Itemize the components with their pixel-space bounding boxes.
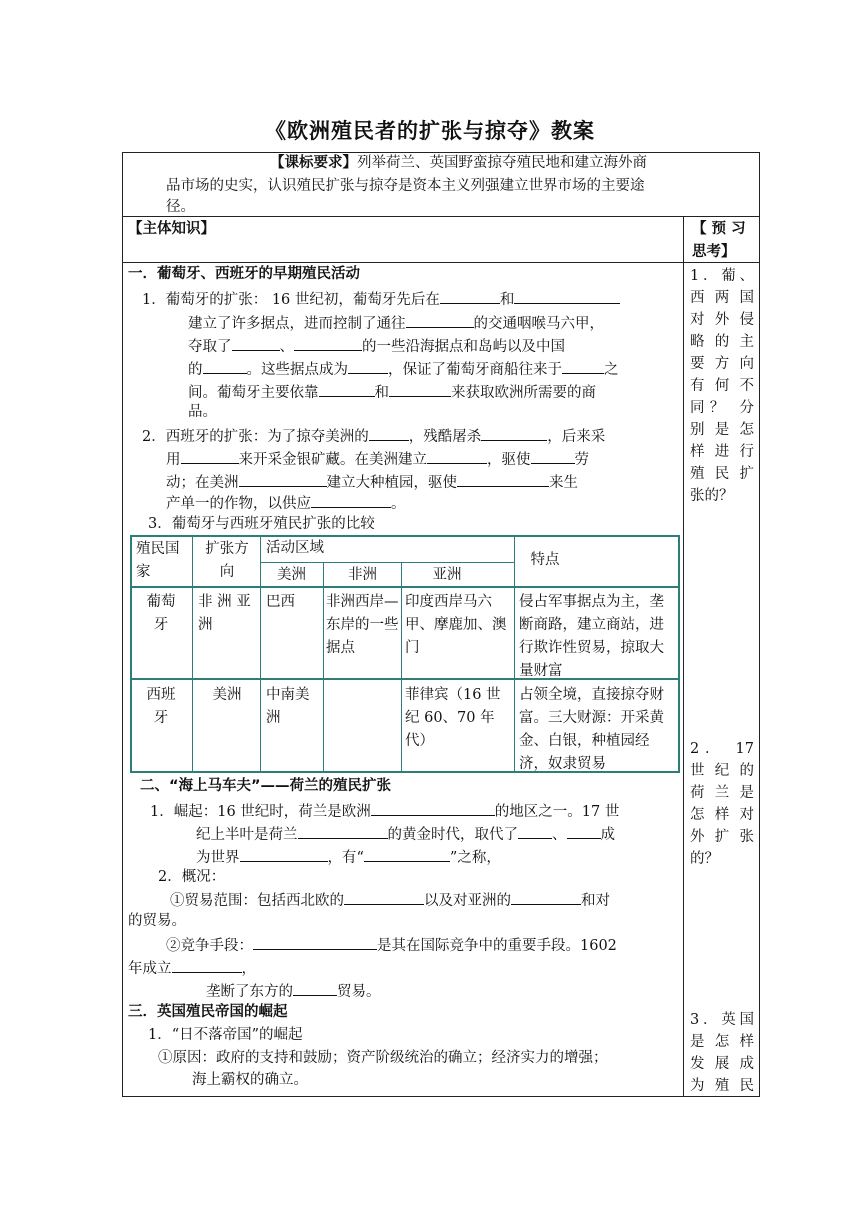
fill-blank[interactable] — [457, 470, 549, 487]
fill-blank[interactable] — [371, 799, 495, 816]
fill-blank[interactable] — [319, 380, 375, 397]
section2-p4-line1: ②竞争手段： 是其在国际竞争中的重要手段。1602 — [166, 933, 617, 958]
section3-p1: 1．“日不落帝国”的崛起 — [148, 1027, 303, 1043]
row1-africa: 非洲西岸—东岸的一些据点 — [326, 594, 399, 656]
side-question-1: 1．葡、 西 两 国 对 外 侵 略 的 主 要 方 向 有 何 不 同？ 分 别 是 怎 样 进 行 殖 民 扩 张的？ — [690, 268, 754, 504]
fill-blank[interactable] — [364, 845, 450, 862]
section3-p2-line2: 海上霸权的确立。 — [192, 1072, 308, 1088]
section2-p3-line2: 的贸易。 — [128, 913, 186, 929]
row1-country: 葡萄牙 — [146, 594, 176, 633]
preview-header-line-2: 思考】 — [692, 244, 736, 260]
fill-blank[interactable] — [518, 822, 552, 839]
section1-p3: 3．葡萄牙与西班牙殖民扩张的比较 — [148, 516, 375, 532]
section2-p3-line1: ①贸易范围：包括西北欧的 以及对亚洲的 和对 — [170, 888, 610, 913]
fill-blank[interactable] — [232, 334, 280, 351]
row1-feature: 侵占军事据点为主，垄断商路，建立商站，进行欺诈性贸易，掠取大量财富 — [519, 594, 664, 679]
row2-direction: 美洲 — [212, 687, 242, 703]
page-title: 《欧洲殖民者的扩张与掠夺》教案 — [265, 119, 595, 143]
fill-blank[interactable] — [406, 311, 474, 328]
fill-blank[interactable] — [567, 822, 601, 839]
side-question-3: 3．英国 是 怎 样 发 展 成 为 殖 民 — [690, 1012, 754, 1094]
table-border — [678, 535, 680, 773]
requirement-line-2: 品市场的史实，认识殖民扩张与掠夺是资本主义列强建立世界市场的主要途 — [166, 178, 645, 194]
section1-p1-line1: 1．葡萄牙的扩张： 16 世纪初，葡萄牙先后在 和 — [142, 287, 620, 312]
section2-p5: 垄断了东方的 贸易。 — [206, 979, 381, 1004]
comparison-table — [130, 535, 680, 773]
fill-blank[interactable] — [511, 888, 581, 905]
fill-blank[interactable] — [481, 424, 547, 441]
section1-p1-line2: 建立了许多据点，进而控制了通往 的交通咽喉马六甲， — [188, 311, 604, 336]
fill-blank[interactable] — [311, 491, 391, 508]
section1-p2-line1: 2．西班牙的扩张：为了掠夺美洲的 ，残酷屠杀 ，后来采 — [142, 424, 605, 449]
fill-blank[interactable] — [344, 888, 424, 905]
fill-blank[interactable] — [440, 287, 500, 304]
table-border — [192, 535, 193, 773]
fill-blank[interactable] — [369, 424, 409, 441]
main-knowledge-header: 【主体知识】 — [128, 221, 215, 237]
row1-america: 巴西 — [266, 594, 295, 610]
section3-p2-line1: ①原因：政府的支持和鼓励；资产阶级统治的确立；经济实力的增强； — [158, 1050, 608, 1066]
section2-heading: 二、“海上马车夫”——荷兰的殖民扩张 — [140, 778, 392, 794]
fill-blank[interactable] — [253, 933, 377, 950]
requirement-line-3: 径。 — [166, 199, 195, 215]
fill-blank[interactable] — [203, 357, 247, 374]
fill-blank[interactable] — [298, 822, 388, 839]
row1-asia: 印度西岸马六甲、摩鹿加、澳门 — [405, 594, 507, 656]
row2-country: 西班牙 — [146, 687, 176, 726]
table-border — [130, 535, 132, 773]
fill-blank[interactable] — [294, 334, 362, 351]
section1-heading: 一．葡萄牙、西班牙的早期殖民活动 — [128, 266, 360, 282]
section1-p2-line2: 用 来开采金银矿藏。在美洲建立 ，驱使 劳 — [166, 447, 589, 472]
header-country: 殖民国家 — [136, 541, 180, 580]
section1-p1-line5: 间。葡萄牙主要依靠 和 来获取欧洲所需要的商 — [188, 380, 596, 405]
section1-p2-line4: 产单一的作物，以供应 。 — [166, 491, 406, 516]
fill-blank[interactable] — [293, 979, 337, 996]
column-divider — [683, 216, 684, 1097]
row2-america: 中南美洲 — [266, 687, 310, 726]
fill-blank[interactable] — [389, 380, 451, 397]
preview-header-line-1: 【 预 习 — [692, 221, 746, 237]
row2-asia: 菲律宾（16 世纪 60、70 年代） — [405, 687, 501, 749]
section1-p2-line3: 动；在美洲 建立大种植园，驱使 来生 — [166, 470, 578, 495]
side-question-2: 2． 17 世 纪 的 荷 兰 是 怎 样 对 外 扩 张 的？ — [690, 741, 754, 867]
header-asia: 亚洲 — [432, 567, 462, 583]
section3-heading: 三．英国殖民帝国的崛起 — [128, 1004, 288, 1020]
section1-p1-line4: 的 。这些据点成为 ，保证了葡萄牙商船往来于 之 — [188, 357, 619, 382]
section2-p1-line2: 纪上半叶是荷兰 的黄金时代，取代了 、 成 — [196, 822, 615, 847]
preview-think-header — [692, 218, 746, 264]
requirement-line-1: 【课标要求】列举荷兰、英国野蛮掠夺殖民地和建立海外商 — [270, 155, 647, 171]
header-region: 活动区域 — [266, 540, 324, 556]
header-direction: 扩张方向 — [205, 541, 249, 580]
fill-blank[interactable] — [240, 845, 328, 862]
table-border — [323, 562, 324, 773]
header-africa: 非洲 — [348, 567, 377, 583]
row2-feature: 占领全境，直接掠夺财富。三大财源：开采黄金、白银，种植园经济，奴隶贸易 — [519, 687, 664, 772]
section2-p2: 2．概况： — [158, 869, 226, 885]
fill-blank[interactable] — [239, 470, 327, 487]
divider — [122, 216, 760, 217]
header-feature: 特点 — [530, 552, 560, 568]
row1-direction: 非 洲 亚洲 — [198, 594, 251, 633]
fill-blank[interactable] — [562, 357, 604, 374]
fill-blank[interactable] — [514, 287, 620, 304]
fill-blank[interactable] — [427, 447, 487, 464]
fill-blank[interactable] — [531, 447, 575, 464]
section1-p1-line3: 夺取了 、 的一些沿海据点和岛屿以及中国 — [188, 334, 565, 359]
section2-p4-line2: 年成立 ， — [128, 956, 256, 981]
section2-p1-line1: 1．崛起：16 世纪时，荷兰是欧洲 的地区之一。17 世 — [150, 799, 619, 824]
table-border — [401, 562, 402, 773]
header-america: 美洲 — [277, 567, 306, 583]
fill-blank[interactable] — [172, 956, 242, 973]
table-border — [260, 562, 514, 563]
fill-blank[interactable] — [181, 447, 239, 464]
section2-p1-line3: 为世界 ，有“ ”之称， — [196, 845, 501, 870]
section1-p1-line6: 品。 — [188, 404, 217, 420]
fill-blank[interactable] — [348, 357, 388, 374]
